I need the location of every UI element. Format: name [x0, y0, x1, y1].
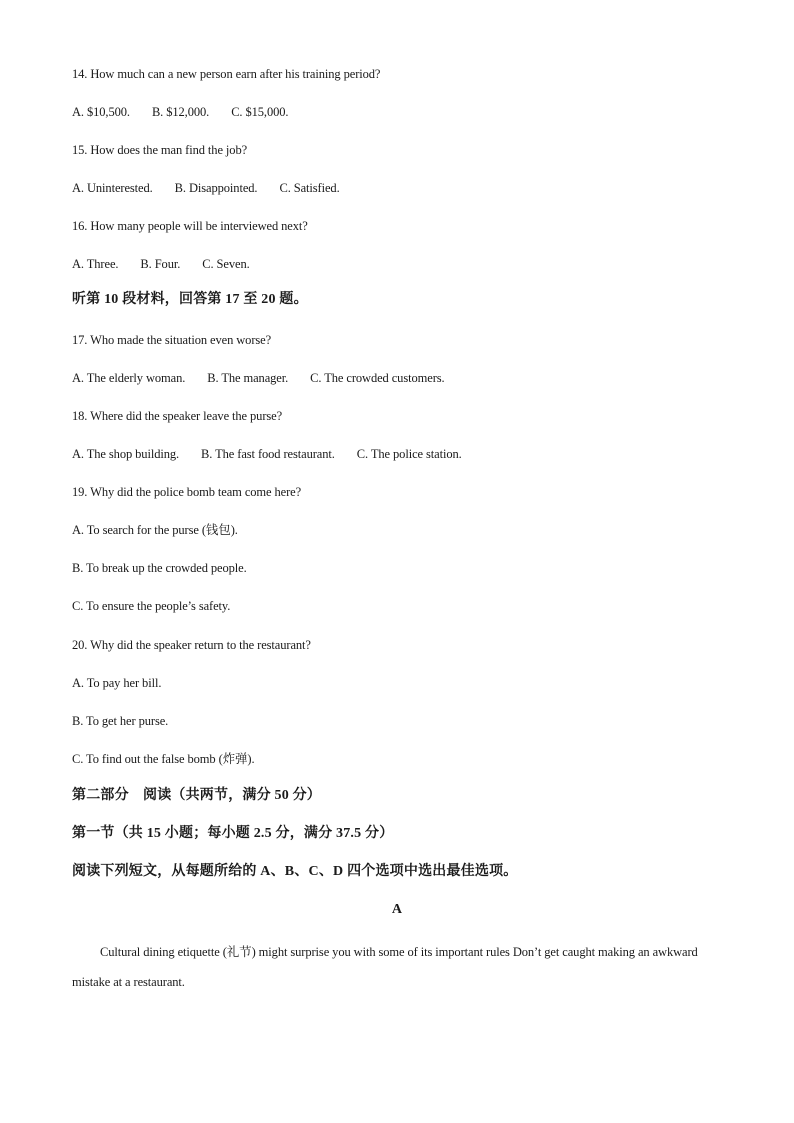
question-14-stem: 14. How much can a new person earn after his training period? — [72, 67, 381, 81]
option-b: B. Four. — [140, 257, 181, 271]
question-15-options — [72, 180, 362, 196]
option-a: A. Uninterested. — [72, 181, 153, 195]
question-16-options — [72, 256, 272, 272]
option-b: B. The fast food restaurant. — [201, 447, 335, 461]
question-19-stem: 19. Why did the police bomb team come here? — [72, 485, 302, 499]
question-20-option-c: C. To find out the false bomb (炸弹). — [72, 752, 255, 766]
question-20-option-b: B. To get her purse. — [72, 714, 169, 728]
option-b: B. The manager. — [207, 371, 289, 385]
option-b: B. $12,000. — [151, 105, 210, 119]
passage-label: A — [391, 902, 403, 917]
question-19-option-c: C. To ensure the people’s safety. — [72, 599, 231, 613]
question-19-option-b: B. To break up the crowded people. — [72, 561, 247, 575]
option-c: C. $15,000. — [231, 105, 289, 119]
question-17-options — [72, 370, 467, 386]
section-one-heading: 第一节（共 15 小题；每小题 2.5 分，满分 37.5 分） — [72, 826, 394, 841]
option-c: C. The police station. — [356, 447, 462, 461]
part-two-heading: 第二部分 阅读（共两节，满分 50 分） — [72, 788, 321, 803]
question-20-option-a: A. To pay her bill. — [72, 676, 162, 690]
passage-paragraph: Cultural dining etiquette (礼节) might surprise you with some of its important rules Don’t get caught making an awkward mistake at a restaurant. — [72, 945, 698, 989]
option-a: A. The shop building. — [72, 447, 180, 461]
question-15-stem: 15. How does the man find the job? — [72, 143, 248, 157]
question-19-option-a: A. To search for the purse (钱包). — [72, 523, 238, 537]
listening-section-heading: 听第 10 段材料，回答第 17 至 20 题。 — [72, 292, 308, 307]
question-18-stem: 18. Where did the speaker leave the purse? — [72, 409, 283, 423]
option-a: A. Three. — [72, 257, 119, 271]
question-18-options — [72, 446, 484, 462]
option-c: C. The crowded customers. — [310, 371, 445, 385]
question-20-stem: 20. Why did the speaker return to the restaurant? — [72, 638, 311, 652]
option-a: A. $10,500. — [72, 105, 130, 119]
question-16-stem: 16. How many people will be interviewed next? — [72, 219, 308, 233]
option-c: C. Satisfied. — [279, 181, 340, 195]
option-a: A. The elderly woman. — [72, 371, 186, 385]
question-14-options — [72, 104, 310, 120]
option-c: C. Seven. — [202, 257, 250, 271]
option-b: B. Disappointed. — [174, 181, 258, 195]
question-17-stem: 17. Who made the situation even worse? — [72, 333, 272, 347]
reading-instruction: 阅读下列短文，从每题所给的 A、B、C、D 四个选项中选出最佳选项。 — [72, 864, 518, 879]
